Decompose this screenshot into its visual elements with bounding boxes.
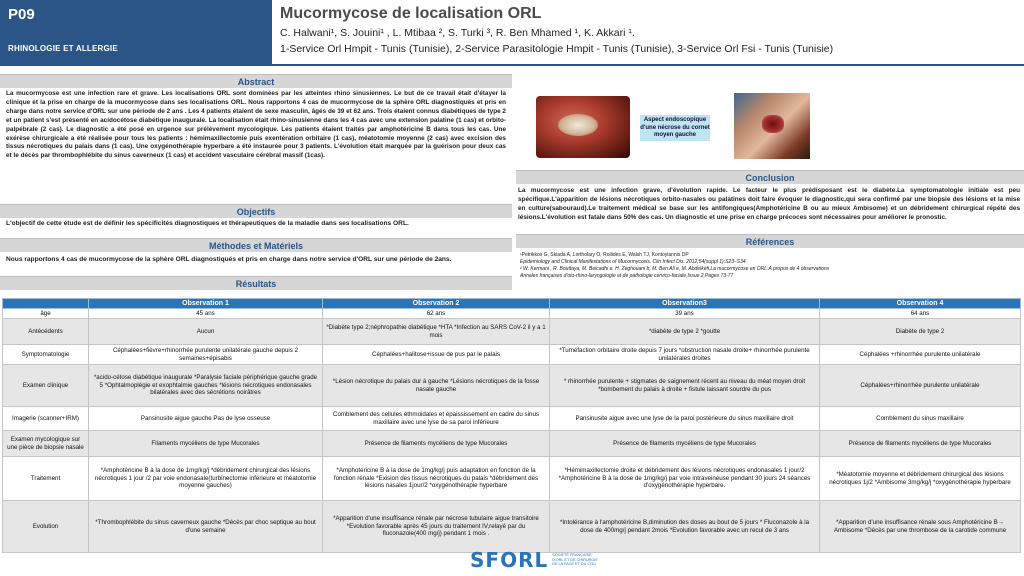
header-divider: [0, 64, 1024, 66]
clinical-photo: [734, 93, 810, 159]
methodes-text: Nous rapportons 4 cas de mucormycose de la sphère ORL diagnostiqués et pris en charge dans notre service d'ORL sur une période de 2ans.: [6, 256, 452, 263]
table-cell: * rhinorrhée purulente + stigmates de saignement récent au niveau du méat moyen droit *bombement du palais à droite + fistule laissant sourdre du pus: [550, 365, 820, 407]
abstract-text: La mucormycose est une infection rare et grave. Les localisations ORL sont dominées par les atteintes rhino sinusiennes. Le but de ce travail était d'étayer la clinique et la prise en charge de la mucormycose dans ses localisations ORL. Nous rapportons 4 cas de mucormycose de la sphère ORL diagnostiqués et pris en charge dans notre service d'ORL sur une période de 2 ans . Les 4 patients étaient de sexe masculin, âgés de 39 et 62 ans. Trois étaient connus diabétiques de type 2 et un patient s'est présenté en acidocétose diabétique inaugurale. La localisation était rhino-sinusienne dans les 4 cas avec une extension palatine (1 cas) et orbito-palpébrale (2 cas). Le diagnostic a été posé en urgence sur prélèvement mycologique. Les patients étaient traités par amphotéricine B dans tous les cas. Une exérèse chirurgicale a été réalisée pour tous les patients : hémimaxillectomie puis exentération orbitaire (1 cas), méatotomie moyenne (2 cas) avec excision des tissus nécrotiques du palais dans (1 cas). Une oxygénothérapie hyperbare a été instaurée pour 3 patients. L'évolution était marquée par la guérison pour deux cas et le décès par thrombophlébite du sinus caverneux (1 cas) et accident vasculaire cérébral massif (1cas).: [6, 90, 506, 160]
reference-item: Annales françaises d'oto-rhino-laryngologie et de pathologie cervico-faciale,Issue 2,Pages 73-77: [520, 273, 734, 279]
table-row: [3, 431, 1021, 457]
table-cell: Filaments mycéliens de type Mucorales: [89, 431, 323, 457]
table-cell: *Amphotéricine B à la dose de 1mg/kg/j puis adaptation en fonction de la fonction rénale *Exision des tissus nécrotiques du palais *débridement des lésions nasales 1jour/2 *oxygénothérapie hyperbare: [323, 457, 550, 501]
sforl-logo: [470, 547, 598, 573]
table-row: [3, 501, 1021, 553]
table-row: [3, 365, 1021, 407]
row-label: Symptomatologie: [3, 345, 89, 365]
poster-affiliations: 1-Service Orl Hmpit - Tunis (Tunisie), 2-Service Parasitologie Hmpit - Tunis (Tunisie), 3-Service Orl Fsi - Tunis (Tunisie): [280, 43, 834, 55]
row-label: Imagerie (scanner+IRM): [3, 407, 89, 431]
table-cell: Céphalées+rhinorrhée purulente unilatérale: [820, 365, 1021, 407]
table-cell: Pansinusite aigue gauche Pas de lyse osseuse: [89, 407, 323, 431]
table-cell: Céphalées +rhinorrhée purulente unilatérale: [820, 345, 1021, 365]
logo-subtitle: SOCIÉTÉ FRANÇAISE D'ORL ET DE CHIRURGIE DE LA FACE ET DU COU: [552, 553, 598, 567]
table-cell: *Méatotomie moyenne et débridement chirurgical des lésions nécrotiques 1j/2 *Ambisome 3mg/kg/j *oxygénothérapie hyperbare: [820, 457, 1021, 501]
table-cell: 45 ans: [89, 309, 323, 319]
table-header-row: [3, 299, 1021, 309]
results-table: [2, 298, 1021, 553]
table-cell: *diabète de type 2 *goutte: [550, 319, 820, 345]
table-cell: Présence de filaments mycéliens de type Mucorales: [820, 431, 1021, 457]
table-cell: *Diabète type 2;néphropathie diabétique *HTA *Infection au SARS CoV-2 il y a 1 mois: [323, 319, 550, 345]
poster-code: P09: [8, 6, 35, 23]
table-cell: *Intolérance à l'amphotéricine B,diminution des doses au bout de 5 jours * Fluconazole à la dose de 400mg/j pendant 2mois *Evolution favorable avec un recul de 3 ans: [550, 501, 820, 553]
reference-item: ² W. Kermani , R. Bouttaya, M. Belcadhi e, H. Zeghouani b, M. Ben Ali e, M. Abdelkéfi,La mucormycose en ORL:A propos de 4 observations: [520, 266, 830, 272]
table-row: [3, 407, 1021, 431]
table-cell: *Amphotéricine B à la dose de 1mg/kg/j *débridement chirurgical des lésions nécrotiques 1 jour /2 par voie endonasale(turbinectomie inférieure et méatotomie moyenne gauches): [89, 457, 323, 501]
row-label: Examen mycologique sur une pièce de biopsie nasale: [3, 431, 89, 457]
reference-item: Epidemiology and Clinical Manifestations of Mucormycosis. Clin Infect Dis. 2012;54(suppl 1):S23–S34: [520, 259, 746, 265]
table-row: [3, 309, 1021, 319]
column-header: Observation 4: [820, 299, 1021, 309]
row-label: Examen clinique: [3, 365, 89, 407]
table-row: [3, 457, 1021, 501]
results-heading: Résultats: [0, 276, 512, 290]
table-cell: 62 ans: [323, 309, 550, 319]
table-cell: Présence de filaments mycéliens de type Mucorales: [550, 431, 820, 457]
figure-caption: Aspect endoscopique d'une nécrose du cornet moyen gauche: [640, 115, 710, 141]
poster-category: RHINOLOGIE ET ALLERGIE: [8, 44, 118, 53]
poster-authors: C. Halwani¹, S. Jouini¹ , L. Mtibaa ², S. Turki ³, R. Ben Mhamed ¹, K. Akkari ¹.: [280, 27, 635, 39]
table-cell: *acido-cétose diabétique inaugurale *Paralysie faciale périphérique gauche grade 5 *Ophtalmoplégie et exophtalmie gauches *lésions nécrotiques endonasales bilatérales avec des sécrétions noirâtres: [89, 365, 323, 407]
references-heading: Références: [516, 234, 1024, 248]
poster-title: Mucormycose de localisation ORL: [280, 5, 542, 22]
row-label: Evolution: [3, 501, 89, 553]
objectifs-text: L'objectif de cette étude est de définir les spécificités diagnostiques et thérapeutiques de la maladie dans ses localisations ORL.: [6, 220, 409, 227]
header-title-panel: [272, 0, 1024, 64]
table-cell: Diabète de type 2: [820, 319, 1021, 345]
methodes-heading: Méthodes et Matériels: [0, 238, 512, 252]
references-list: [520, 252, 1020, 280]
table-cell: *Thrombophlébite du sinus caverneux gauche *Décès par choc septique au bout d'une semaine: [89, 501, 323, 553]
column-header: Observation3: [550, 299, 820, 309]
table-cell: Céphalées+fièvre+rhinorrhée purulente unilatérale gauche depuis 2 semaines+épisabis: [89, 345, 323, 365]
objectifs-heading: Objectifs: [0, 204, 512, 218]
table-cell: 64 ans: [820, 309, 1021, 319]
table-cell: Comblement des cellules éthmoidales et épaississement en cadre du sinus maxillaire avec une lyse de sa paroi inférieure: [323, 407, 550, 431]
table-cell: *Apparition d'une insuffisance rénale sous Amphotéricine B→ Ambisome *Décès par une thrombose de la carotide commune: [820, 501, 1021, 553]
logo-mark: SFORL: [470, 548, 549, 572]
row-label: âge: [3, 309, 89, 319]
table-cell: *Hémimaxillectomie droite et débridement des lésions nécrotiques endonasales 1 jour/2 *Amphotéricine B à la dose de 1mg/kg/j par voie intraveineuse pendant 30 jours 24 séances d'oxygénothérapie hyperbare.: [550, 457, 820, 501]
row-label: Antécédents: [3, 319, 89, 345]
column-header: Observation 1: [89, 299, 323, 309]
table-cell: *Apparition d'une insuffisance rénale par nécrose tubulaire aigue transitoire *Evolution favorable après 45 jours du traitement IV,relayé par du fluconazole(400 mg/j) pendant 1 mois .: [323, 501, 550, 553]
reference-item: ¹Petrikkos G, Skiada A, Lortholary O, Roilides E, Walsh TJ, Kontoyiannis DP: [520, 252, 689, 258]
table-cell: 39 ans: [550, 309, 820, 319]
table-cell: Pansinusite aigue avec une lyse de la paroi postérieure du sinus maxillaire droit: [550, 407, 820, 431]
table-cell: Présence de filaments mycéliens de type Mucorales: [323, 431, 550, 457]
conclusion-text: La mucormycose est une infection grave, d'évolution rapide. Le facteur le plus prédisposant est le diabète.La symptomatologie initiale est peu spécifique.L'apparition de lésions nécrotiques orbito-nasales ou palatines doit faire évoquer le diagnostic,qui sera confirmé par une biopsie des lésions et la mise en culture(sabouraud).Le traitement médical se base sur les antifongiques(Amphotéricine B ou au mieux Ambisome) et un débridement chirurgical répété des lésions.L'évolution est fatale dans 50% des cas. Un diagnostic et une prise en charge précoces sont nécessaires pour améliorer le pronostic.: [518, 187, 1020, 221]
table-cell: *Lésion nécrotique du palais dur à gauche *Lésions nécrotiques de la fosse nasale gauche: [323, 365, 550, 407]
column-header: [3, 299, 89, 309]
column-header: Observation 2: [323, 299, 550, 309]
header-category-panel: [0, 0, 272, 64]
table-row: [3, 345, 1021, 365]
table-cell: Aucun: [89, 319, 323, 345]
table-cell: Comblement du sinus maxillaire: [820, 407, 1021, 431]
endoscopic-image: [536, 96, 630, 158]
table-cell: *Tuméfaction orbitaire droite depuis 7 jours *obstruction nasale droite+ rhinorrhée purulente unilatérales droites: [550, 345, 820, 365]
abstract-heading: Abstract: [0, 74, 512, 88]
table-cell: Céphalées+halitose+issue de pus par le palais: [323, 345, 550, 365]
conclusion-heading: Conclusion: [516, 170, 1024, 184]
row-label: Traitement: [3, 457, 89, 501]
table-row: [3, 319, 1021, 345]
